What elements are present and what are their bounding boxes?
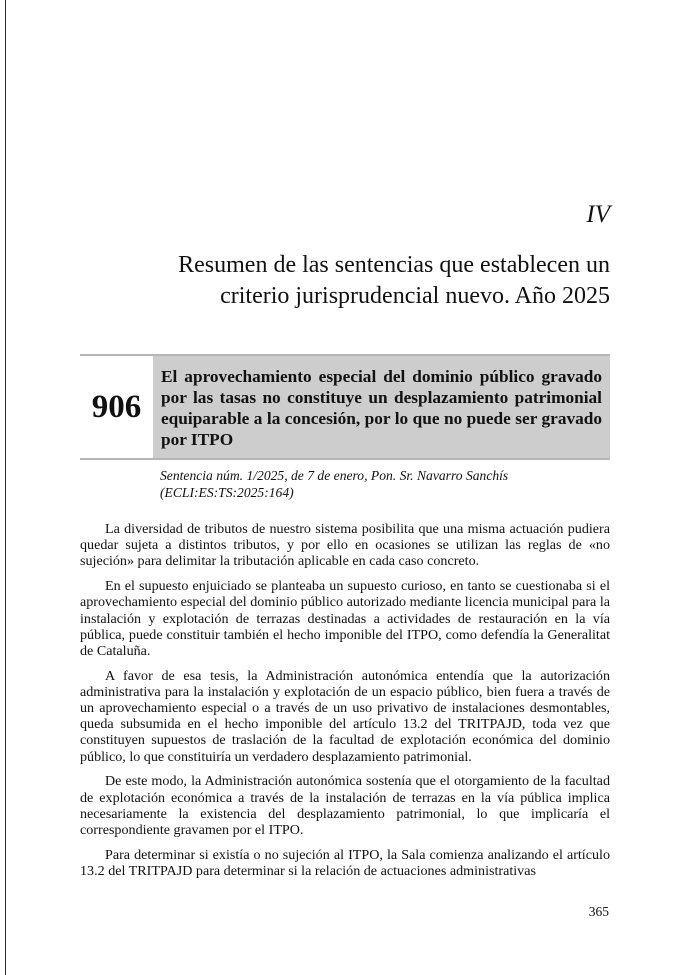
body-paragraph: La diversidad de tributos de nuestro sistema posibilita que una misma actuación pudiera quedar sujeta a distintos tributos, y por ello en ocasiones se utilizan las reglas de «no sujeción» para delimitar la tributación aplicable en cada caso concreto.	[80, 521, 610, 570]
chapter-title	[90, 250, 610, 312]
page-edge-line	[5, 0, 6, 975]
citation-line: Sentencia núm. 1/2025, de 7 de enero, Pon. Sr. Navarro Sanchís	[160, 468, 509, 483]
body-paragraph: De este modo, la Administración autonómica sostenía que el otorgamiento de la facultad de explotación económica a través de la instalación de terrazas en la vía pública implica necesariamente la existencia del desplazamiento patrimonial, lo que implicaría el correspondiente gravamen por el ITPO.	[80, 773, 610, 838]
body-paragraph: A favor de esa tesis, la Administración autonómica entendía que la autorización administrativa para la instalación y explotación de un espacio público, bien fuera a través de un aprovechamiento especial o a través de un uso privativo de instalaciones desmontables, queda subsumida en el hecho imponible del artículo 13.2 del TRITPAJD, toda vez que constituyen supuestos de traslación de la facultad de explotación económica del dominio público, lo que constituiría un verdadero desplazamiento patrimonial.	[80, 667, 610, 765]
case-citation	[160, 467, 620, 501]
case-number: 906	[91, 388, 142, 425]
chapter-title-line: Resumen de las sentencias que establecen un	[178, 252, 610, 278]
chapter-title-line: criterio jurisprudencial nuevo. Año 2025	[220, 283, 610, 309]
case-headline-box	[153, 356, 610, 458]
chapter-numeral: IV	[586, 201, 610, 228]
body-paragraph: En el supuesto enjuiciado se planteaba un supuesto curioso, en tanto se cuestionaba si el aprovechamiento especial del dominio público autorizado mediante licencia municipal para la instalación y explotación de terrazas destinadas a actividades de restauración en la vía pública, puede constituir también el hecho imponible del ITPO, como defendía la Generalitat de Cataluña.	[80, 578, 610, 659]
case-headline: El aprovechamiento especial del dominio público gravado por las tasas no constituye un desplazamiento patrimonial equiparable a la concesión, por lo que no puede ser gravado por ITPO	[161, 367, 602, 449]
page-number: 365	[588, 904, 609, 919]
body-paragraph: Para determinar si existía o no sujeción al ITPO, la Sala comienza analizando el artículo 13.2 del TRITPAJD para determinar si la relación de actuaciones administrativas	[80, 846, 610, 879]
body-text	[80, 521, 610, 888]
case-header	[80, 354, 610, 460]
citation-line: (ECLI:ES:TS:2025:164)	[160, 485, 294, 500]
